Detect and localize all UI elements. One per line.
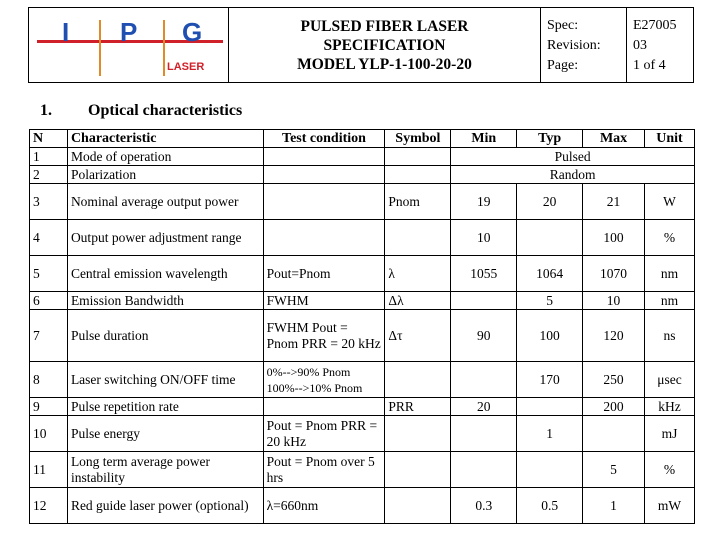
cell-n: 12 bbox=[30, 488, 68, 524]
logo-letter-p: P bbox=[120, 20, 138, 47]
cell-min: 20 bbox=[451, 398, 517, 416]
cell-unit: nm bbox=[645, 292, 695, 310]
cell-unit: % bbox=[645, 452, 695, 488]
cell-max: 21 bbox=[583, 184, 645, 220]
cell-unit: % bbox=[645, 220, 695, 256]
cell-n: 11 bbox=[30, 452, 68, 488]
cell-span-value: Random bbox=[451, 166, 695, 184]
cell-symbol bbox=[385, 488, 451, 524]
cell-min: 19 bbox=[451, 184, 517, 220]
logo-cell bbox=[29, 8, 229, 82]
cell-symbol: Pnom bbox=[385, 184, 451, 220]
cell-unit: mW bbox=[645, 488, 695, 524]
cell-n: 6 bbox=[30, 292, 68, 310]
logo-letter-g: G bbox=[182, 20, 203, 47]
ipg-laser-logo bbox=[37, 20, 223, 76]
cell-symbol: PRR bbox=[385, 398, 451, 416]
meta-labels bbox=[541, 8, 627, 82]
cell-symbol bbox=[385, 416, 451, 452]
page-value: 1 of 4 bbox=[633, 58, 666, 73]
optical-characteristics-table bbox=[29, 129, 695, 524]
cell-max: 1 bbox=[583, 488, 645, 524]
cell-max: 5 bbox=[583, 452, 645, 488]
cell-min: 90 bbox=[451, 310, 517, 362]
cell-condition: 0%-->90% Pnom 100%-->10% Pnom bbox=[263, 362, 385, 398]
cell-unit: nm bbox=[645, 256, 695, 292]
cell-typ: 100 bbox=[517, 310, 583, 362]
cell-min: 1055 bbox=[451, 256, 517, 292]
logo-letter-i: I bbox=[62, 20, 70, 47]
spec-value: E27005 bbox=[633, 18, 677, 33]
cell-n: 7 bbox=[30, 310, 68, 362]
cell-unit: kHz bbox=[645, 398, 695, 416]
cell-condition: FWHM Pout = Pnom PRR = 20 kHz bbox=[263, 310, 385, 362]
cell-typ: 5 bbox=[517, 292, 583, 310]
meta-values bbox=[627, 8, 695, 82]
table-row bbox=[30, 292, 695, 310]
cell-characteristic: Long term average power instability bbox=[67, 452, 263, 488]
table-row bbox=[30, 166, 695, 184]
cell-symbol: λ bbox=[385, 256, 451, 292]
cell-span-value: Pulsed bbox=[451, 148, 695, 166]
title-line-3: MODEL YLP-1-100-20-20 bbox=[297, 55, 472, 73]
cell-characteristic: Pulse energy bbox=[67, 416, 263, 452]
cell-symbol: Δλ bbox=[385, 292, 451, 310]
cell-characteristic: Red guide laser power (optional) bbox=[67, 488, 263, 524]
cell-n: 10 bbox=[30, 416, 68, 452]
cell-min bbox=[451, 292, 517, 310]
cell-typ: 170 bbox=[517, 362, 583, 398]
section-heading bbox=[40, 102, 242, 120]
cell-condition: Pout = Pnom over 5 hrs bbox=[263, 452, 385, 488]
cell-symbol bbox=[385, 148, 451, 166]
cell-characteristic: Nominal average output power bbox=[67, 184, 263, 220]
cell-symbol bbox=[385, 166, 451, 184]
cell-unit: μsec bbox=[645, 362, 695, 398]
col-header-unit: Unit bbox=[645, 130, 695, 148]
table-row bbox=[30, 398, 695, 416]
table-row bbox=[30, 452, 695, 488]
cell-symbol bbox=[385, 362, 451, 398]
cell-typ: 0.5 bbox=[517, 488, 583, 524]
cell-characteristic: Pulse repetition rate bbox=[67, 398, 263, 416]
cell-condition bbox=[263, 398, 385, 416]
logo-sub-laser: LASER bbox=[167, 61, 205, 73]
table-row bbox=[30, 256, 695, 292]
cell-condition: Pout=Pnom bbox=[263, 256, 385, 292]
cell-condition bbox=[263, 220, 385, 256]
cell-min: 0.3 bbox=[451, 488, 517, 524]
cell-min: 10 bbox=[451, 220, 517, 256]
cell-condition: Pout = Pnom PRR = 20 kHz bbox=[263, 416, 385, 452]
cell-typ bbox=[517, 398, 583, 416]
spec-title bbox=[229, 8, 541, 82]
cell-symbol bbox=[385, 220, 451, 256]
cell-min bbox=[451, 362, 517, 398]
cell-characteristic: Pulse duration bbox=[67, 310, 263, 362]
cell-n: 2 bbox=[30, 166, 68, 184]
cell-n: 3 bbox=[30, 184, 68, 220]
col-header-min: Min bbox=[451, 130, 517, 148]
table-row bbox=[30, 488, 695, 524]
cell-symbol: Δτ bbox=[385, 310, 451, 362]
cell-typ: 1064 bbox=[517, 256, 583, 292]
col-header-characteristic: Characteristic bbox=[67, 130, 263, 148]
cell-characteristic: Central emission wavelength bbox=[67, 256, 263, 292]
cell-max: 100 bbox=[583, 220, 645, 256]
revision-label: Revision: bbox=[547, 38, 601, 53]
cell-characteristic: Mode of operation bbox=[67, 148, 263, 166]
cell-characteristic: Emission Bandwidth bbox=[67, 292, 263, 310]
table-header-row bbox=[30, 130, 695, 148]
cell-max: 1070 bbox=[583, 256, 645, 292]
title-line-1: PULSED FIBER LASER bbox=[300, 17, 469, 35]
cell-max: 200 bbox=[583, 398, 645, 416]
cell-unit: ns bbox=[645, 310, 695, 362]
cell-n: 5 bbox=[30, 256, 68, 292]
table-row bbox=[30, 416, 695, 452]
cell-n: 1 bbox=[30, 148, 68, 166]
cell-min bbox=[451, 452, 517, 488]
cell-max: 250 bbox=[583, 362, 645, 398]
table-row bbox=[30, 184, 695, 220]
document-header bbox=[28, 7, 694, 83]
cell-n: 9 bbox=[30, 398, 68, 416]
cell-symbol bbox=[385, 452, 451, 488]
cell-min bbox=[451, 416, 517, 452]
col-header-test-condition: Test condition bbox=[263, 130, 385, 148]
title-line-2: SPECIFICATION bbox=[323, 36, 446, 54]
section-title: Optical characteristics bbox=[88, 102, 243, 119]
col-header-n: N bbox=[30, 130, 68, 148]
cell-characteristic: Output power adjustment range bbox=[67, 220, 263, 256]
section-number: 1. bbox=[40, 102, 52, 119]
col-header-symbol: Symbol bbox=[385, 130, 451, 148]
cell-max: 120 bbox=[583, 310, 645, 362]
cell-n: 8 bbox=[30, 362, 68, 398]
col-header-max: Max bbox=[583, 130, 645, 148]
cell-condition bbox=[263, 184, 385, 220]
table-row bbox=[30, 362, 695, 398]
page-label: Page: bbox=[547, 58, 579, 73]
col-header-typ: Typ bbox=[517, 130, 583, 148]
cell-max: 10 bbox=[583, 292, 645, 310]
spec-label: Spec: bbox=[547, 18, 579, 33]
cell-condition: FWHM bbox=[263, 292, 385, 310]
cell-condition bbox=[263, 148, 385, 166]
cell-characteristic: Polarization bbox=[67, 166, 263, 184]
cell-unit: mJ bbox=[645, 416, 695, 452]
cell-max bbox=[583, 416, 645, 452]
table-row bbox=[30, 220, 695, 256]
table-row bbox=[30, 310, 695, 362]
cell-characteristic: Laser switching ON/OFF time bbox=[67, 362, 263, 398]
revision-value: 03 bbox=[633, 38, 647, 53]
cell-typ: 20 bbox=[517, 184, 583, 220]
table-row bbox=[30, 148, 695, 166]
cell-condition: λ=660nm bbox=[263, 488, 385, 524]
cell-unit: W bbox=[645, 184, 695, 220]
cell-condition bbox=[263, 166, 385, 184]
cell-typ bbox=[517, 220, 583, 256]
cell-typ bbox=[517, 452, 583, 488]
cell-typ: 1 bbox=[517, 416, 583, 452]
cell-n: 4 bbox=[30, 220, 68, 256]
